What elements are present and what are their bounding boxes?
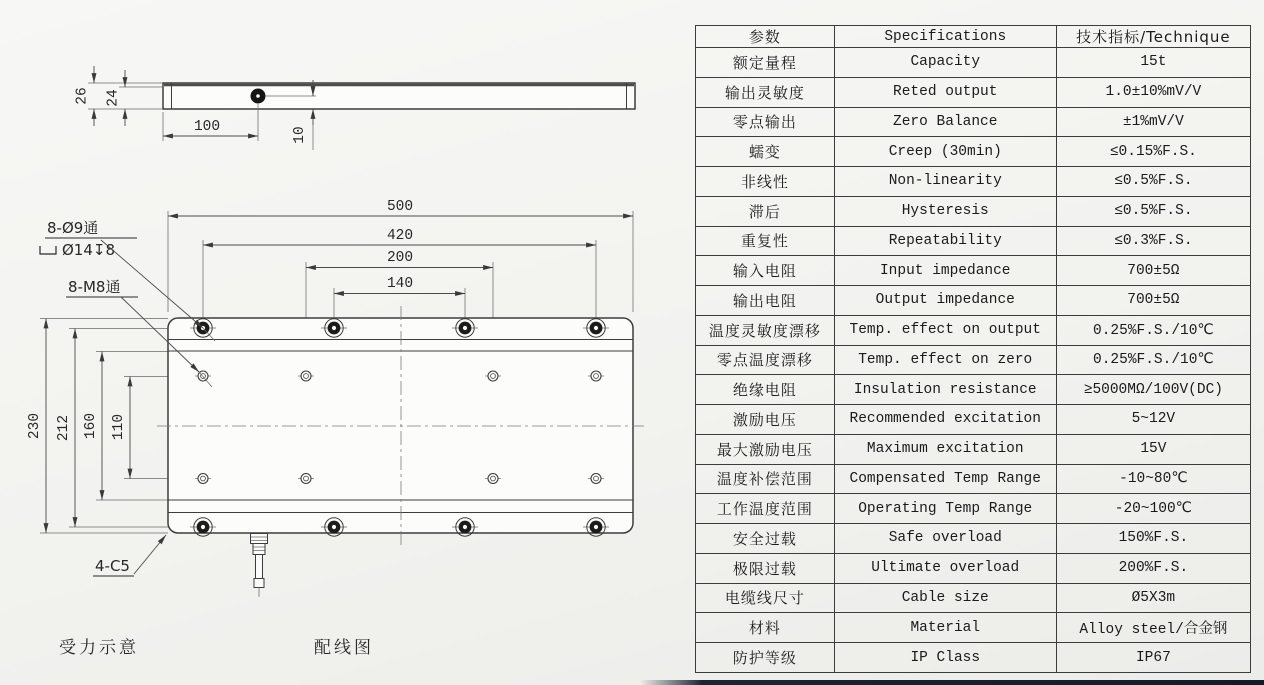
table-cell: Compensated Temp Range [834,464,1056,494]
col-header-specifications: Specifications [834,26,1056,48]
table-cell: Safe overload [834,524,1056,554]
table-row [696,553,1251,583]
table-cell: 温度灵敏度漂移 [696,315,835,345]
table-row [696,405,1251,435]
counterbore-label: Ø14↧8 [62,241,116,259]
table-row [696,375,1251,405]
table-cell: Ø5X3m [1056,583,1250,613]
table-cell: 15t [1056,48,1250,78]
table-cell: -10~80℃ [1056,464,1250,494]
table-cell: ≤0.5%F.S. [1056,167,1250,197]
table-cell: Cable size [834,583,1056,613]
table-cell: 温度补偿范围 [696,464,835,494]
table-cell: 0.25%F.S./10℃ [1056,315,1250,345]
table-cell: 工作温度范围 [696,494,835,524]
table-cell: Material [834,613,1056,643]
table-row [696,583,1251,613]
dim-140 [334,276,465,294]
dim-420 [203,228,596,245]
dim-140-label: 140 [386,276,414,292]
table-cell: 最大激励电压 [696,434,835,464]
table-cell: Operating Temp Range [834,494,1056,524]
table-row [696,226,1251,256]
table-row [696,494,1251,524]
side-view-body [163,83,635,109]
table-cell: IP Class [834,643,1056,673]
table-row [696,524,1251,554]
table-cell: 输出电阻 [696,286,835,316]
table-cell: Creep (30min) [834,137,1056,167]
table-cell: 输出灵敏度 [696,77,835,107]
table-cell: 安全过载 [696,524,835,554]
table-cell: 700±5Ω [1056,256,1250,286]
table-cell: 0.25%F.S./10℃ [1056,345,1250,375]
table-cell: ≤0.15%F.S. [1056,137,1250,167]
table-row [696,464,1251,494]
table-cell: Capacity [834,48,1056,78]
table-row [696,167,1251,197]
table-cell: IP67 [1056,643,1250,673]
table-cell: Insulation resistance [834,375,1056,405]
dim-500-label: 500 [386,199,414,215]
table-cell: 非线性 [696,167,835,197]
table-row [696,77,1251,107]
table-cell: ≤0.5%F.S. [1056,196,1250,226]
table-cell: Input impedance [834,256,1056,286]
table-cell: 200%F.S. [1056,553,1250,583]
table-cell: 零点输出 [696,107,835,137]
table-cell: 蠕变 [696,137,835,167]
table-row [696,315,1251,345]
tapped-hole-label: 8-M8通 [68,278,121,296]
dim-230 [27,319,46,534]
table-header-row [696,26,1251,48]
spec-table [695,25,1251,673]
table-cell: -20~100℃ [1056,494,1250,524]
through-hole-label: 8-Ø9通 [47,219,99,237]
table-row [696,434,1251,464]
cable-entry-center [256,94,260,98]
table-cell: Non-linearity [834,167,1056,197]
table-cell: Repeatability [834,226,1056,256]
cable [256,555,263,579]
table-cell: Reted output [834,77,1056,107]
table-row [696,107,1251,137]
table-cell: 材料 [696,613,835,643]
table-cell: ≥5000MΩ/100V(DC) [1056,375,1250,405]
dim-100-label: 100 [193,119,221,135]
dim-160 [83,352,102,501]
chamfer-callout [93,535,166,576]
table-row [696,48,1251,78]
dim-10-label: 10 [292,126,308,144]
table-cell: Alloy steel/合金钢 [1056,613,1250,643]
dim-212-label: 212 [56,414,72,442]
caption-wiring-diagram: 配线图 [314,638,374,658]
spec-table-body [696,48,1251,673]
table-cell: Zero Balance [834,107,1056,137]
table-cell: ±1%mV/V [1056,107,1250,137]
photo-edge-strip [640,680,1264,685]
col-header-parameter: 参数 [696,26,835,48]
table-cell: 重复性 [696,226,835,256]
table-cell: 绝缘电阻 [696,375,835,405]
table-row [696,137,1251,167]
table-cell: 额定量程 [696,48,835,78]
table-row [696,345,1251,375]
caption-force-diagram: 受力示意 [59,638,139,658]
table-cell: 输入电阻 [696,256,835,286]
side-view [75,66,636,150]
table-cell: Hysteresis [834,196,1056,226]
table-cell: Temp. effect on zero [834,345,1056,375]
table-cell: 零点温度漂移 [696,345,835,375]
dim-26-label: 26 [74,87,91,105]
plan-view [27,199,644,597]
table-cell: ≤0.3%F.S. [1056,226,1250,256]
table-cell: 15V [1056,434,1250,464]
table-cell: 极限过载 [696,553,835,583]
table-row [696,286,1251,316]
plate-body [168,318,633,533]
dim-212 [56,329,75,528]
dim-200 [306,250,493,268]
table-cell: Recommended excitation [834,405,1056,435]
captions [59,638,374,658]
table-cell: 5~12V [1056,405,1250,435]
table-cell: 激励电压 [696,405,835,435]
table-row [696,643,1251,673]
table-cell: Output impedance [834,286,1056,316]
dim-500 [168,199,633,216]
table-cell: 700±5Ω [1056,286,1250,316]
table-cell: 电缆线尺寸 [696,583,835,613]
dim-200-label: 200 [386,250,414,266]
cable-gland [251,534,268,598]
dim-230-label: 230 [27,412,43,440]
table-cell: 1.0±10%mV/V [1056,77,1250,107]
dim-24 [106,70,164,126]
table-cell: 150%F.S. [1056,524,1250,554]
table-cell: Ultimate overload [834,553,1056,583]
counterbore-icon [40,246,56,254]
dim-160-label: 160 [83,412,99,440]
table-row [696,196,1251,226]
dim-110-label: 110 [111,413,127,441]
dim-420-label: 420 [386,228,414,244]
table-cell: Temp. effect on output [834,315,1056,345]
table-row [696,256,1251,286]
table-cell: 防护等级 [696,643,835,673]
table-cell: Maximum excitation [834,434,1056,464]
col-header-technique: 技术指标/Technique [1056,26,1250,48]
table-cell: 滞后 [696,196,835,226]
dim-24-label: 24 [105,89,122,107]
table-row [696,613,1251,643]
chamfer-label: 4-C5 [95,557,130,575]
dim-110 [111,377,130,479]
